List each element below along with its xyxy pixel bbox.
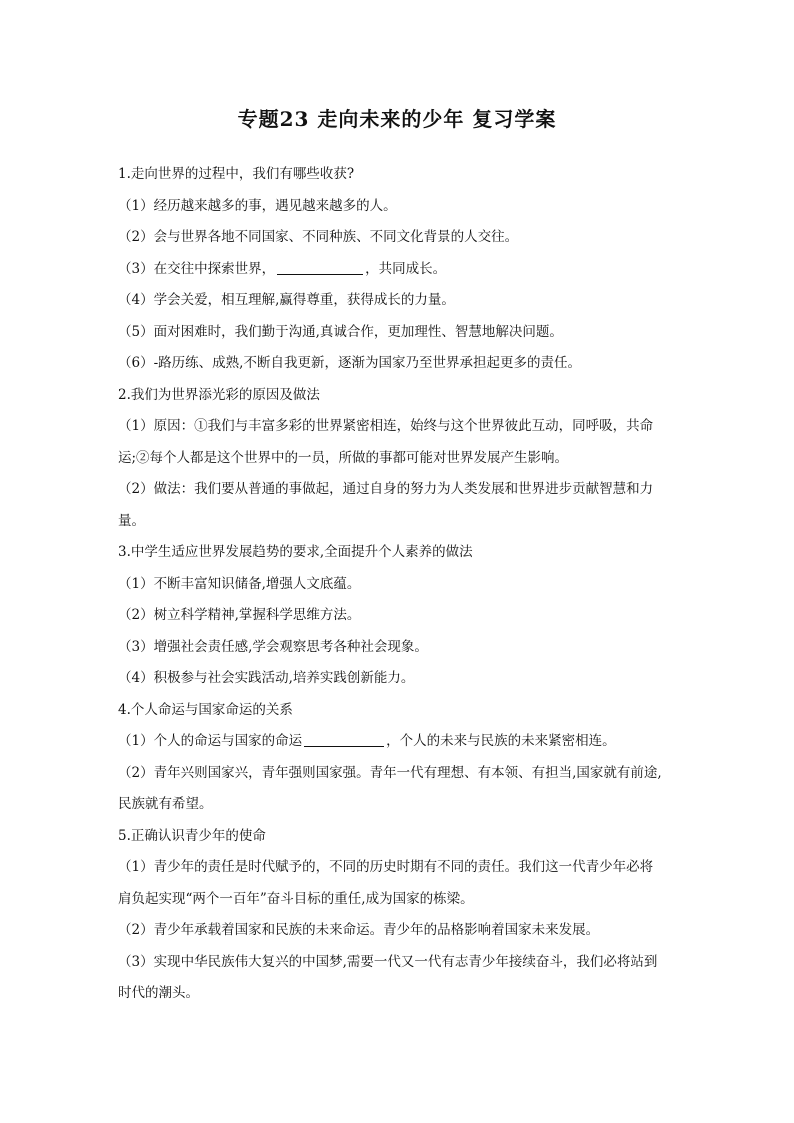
section-4-item-1 bbox=[118, 726, 678, 758]
section-1-item-3-suffix: ，共同成长。 bbox=[365, 260, 447, 277]
section-2-item-2-line-2: 量。 bbox=[118, 512, 145, 529]
section-2-item-2-line-1: （2）做法：我们要从普通的事做起，通过自身的努力为人类发展和世界进步贡献智慧和力 bbox=[118, 481, 654, 497]
section-5-item-1-line-2: 肩负起实现“两个一百年”奋斗目标的重任,成为国家的栋梁。 bbox=[118, 890, 474, 907]
section-5-item-1-line-1: （1）青少年的责任是时代赋予的，不同的历史时期有不同的责任。我们这一代青少年必将 bbox=[118, 859, 654, 875]
section-1-item-3-prefix: （3）在交往中探索世界， bbox=[118, 260, 276, 277]
section-3-item-1: （1）不断丰富知识储备,增强人文底蕴。 bbox=[118, 575, 361, 592]
section-2-item-1-line-2: 运;②每个人都是这个世界中的一员，所做的事都可能对世界发展产生影响。 bbox=[118, 449, 569, 466]
section-5-item-3-line-2: 时代的潮头。 bbox=[118, 985, 199, 1001]
section-1-item-3 bbox=[118, 254, 678, 286]
section-3-item-2: （2）树立科学精神,掌握科学思维方法。 bbox=[118, 607, 361, 623]
section-5-item-3-line-1: （3）实现中华民族伟大复兴的中国梦,需要一代又一代有志青少年接续奋斗，我们必将站到 bbox=[118, 953, 658, 970]
section-2-item-1-line-1: （1）原因：①我们与丰富多彩的世界紧密相连，始终与这个世界彼此互动，同呼吸，共命 bbox=[118, 418, 654, 434]
section-1-heading: 1.走向世界的过程中，我们有哪些收获? bbox=[118, 166, 355, 182]
section-3-item-4: （4）积极参与社会实践活动,培养实践创新能力。 bbox=[118, 670, 415, 686]
page-title: 专题23 走向未来的少年 复习学案 bbox=[237, 107, 557, 131]
section-4-heading: 4.个人命运与国家命运的关系 bbox=[118, 701, 293, 718]
fill-in-blank bbox=[277, 260, 363, 275]
section-3-item-3: （3）增强社会责任感,学会观察思考各种社会现象。 bbox=[118, 638, 428, 655]
document-body bbox=[118, 159, 678, 1010]
section-1-item-6: （6）-路历练、成熟,不断自我更新，逐渐为国家乃至世界承担起更多的责任。 bbox=[118, 355, 581, 371]
section-5-heading: 5.正确认识青少年的使命 bbox=[118, 827, 266, 844]
section-4-item-1-suffix: ，个人的未来与民族的未来紧密相连。 bbox=[386, 733, 616, 749]
section-1-item-1: （1）经历越来越多的事，遇见越来越多的人。 bbox=[118, 197, 397, 214]
section-4-item-2-line-2: 民族就有希望。 bbox=[118, 796, 213, 812]
section-1-item-2: （2）会与世界各地不同国家、不同种族、不同文化背景的人交往。 bbox=[118, 229, 519, 245]
fill-in-blank bbox=[304, 732, 384, 747]
section-5-item-2: （2）青少年承载着国家和民族的未来命运。青少年的品格影响着国家未来发展。 bbox=[118, 922, 600, 938]
section-1-item-4: （4）学会关爱，相互理解,赢得尊重，获得成长的力量。 bbox=[118, 292, 455, 308]
section-4-item-2-line-1: （2）青年兴则国家兴，青年强则国家强。青年一代有理想、有本领、有担当,国家就有前途, bbox=[118, 764, 662, 781]
section-3-heading: 3.中学生适应世界发展趋势的要求,全面提升个人素养的做法 bbox=[118, 544, 473, 560]
section-2-heading: 2.我们为世界添光彩的原因及做法 bbox=[118, 386, 320, 403]
section-1-item-5: （5）面对困难时，我们勤于沟通,真诚合作，更加理性、智慧地解决问题。 bbox=[118, 323, 563, 340]
section-4-item-1-prefix: （1）个人的命运与国家的命运 bbox=[118, 733, 303, 749]
